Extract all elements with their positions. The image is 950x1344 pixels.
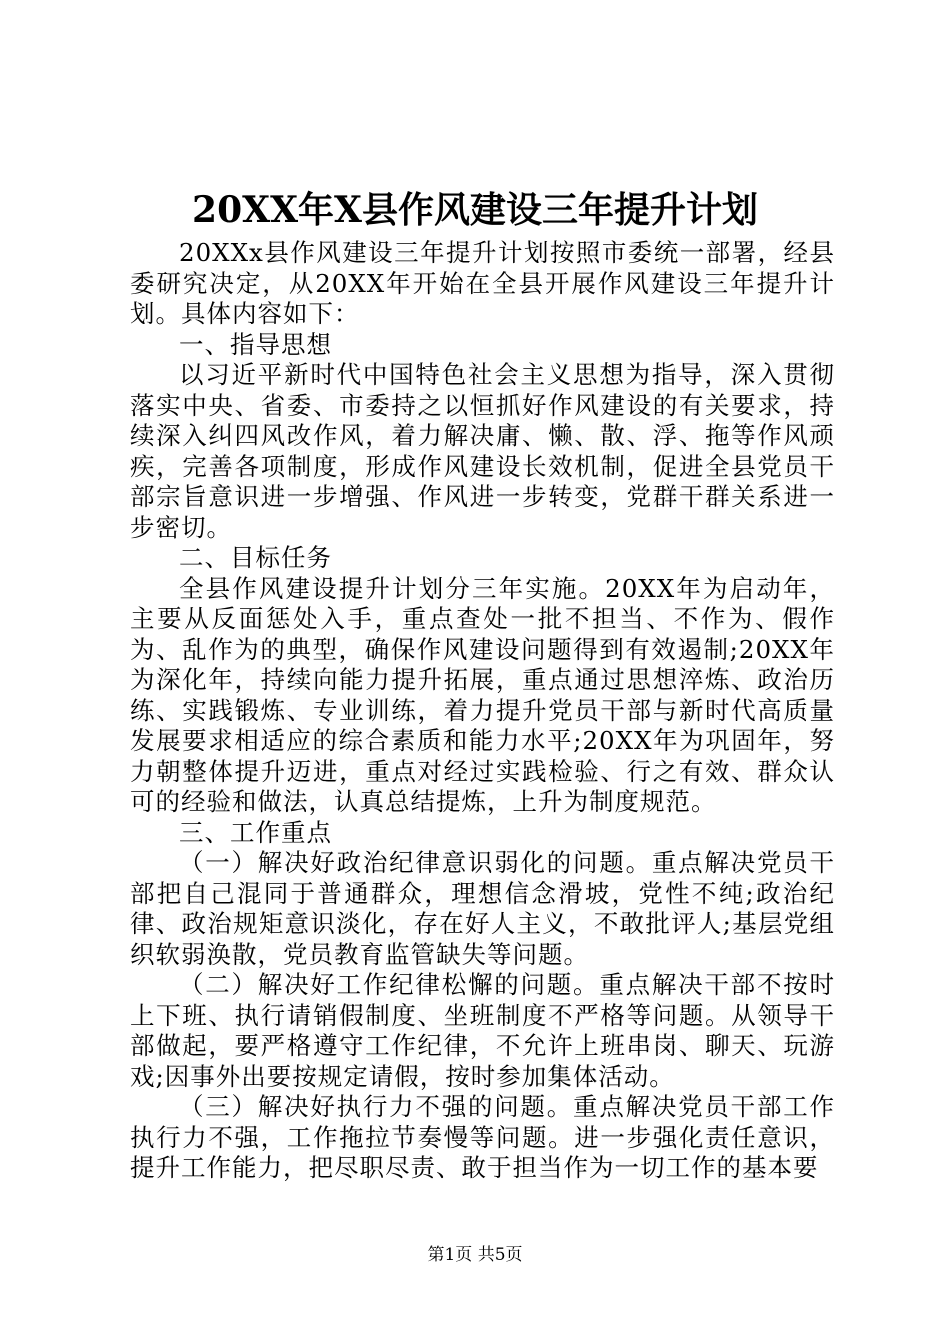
section-heading-guiding-thought: 一、指导思想 [179,329,332,359]
work-focus-item-2: （二）解决好工作纪律松懈的问题。重点解决干部不按时上下班、执行请销假制度、坐班制度不严格等问题。从领导干部做起，要严格遵守工作纪律，不允许上班串岗、聊天、玩游戏;因事外出要按规定请假，按时参加集体活动。 [130,970,835,1091]
intro-paragraph: 20XXx县作风建设三年提升计划按照市委统一部署，经县委研究决定，从20XX年开始在全县开展作风建设三年提升计划。具体内容如下： [130,238,835,328]
section-paragraph-goals: 全县作风建设提升计划分三年实施。20XX年为启动年，主要从反面惩处入手，重点查处一批不担当、不作为、假作为、乱作为的典型，确保作风建设问题得到有效遏制;20XX年为深化年，持续向能力提升拓展，重点通过思想淬炼、政治历练、实践锻炼、专业训练，着力提升党员干部与新时代高质量发展要求相适应的综合素质和能力水平;20XX年为巩固年，努力朝整体提升迈进，重点对经过实践检验、行之有效、群众认可的经验和做法，认真总结提炼，上升为制度规范。 [130,573,835,816]
section-heading-work-focus: 三、工作重点 [179,817,332,847]
section-paragraph-guiding-thought: 以习近平新时代中国特色社会主义思想为指导，深入贯彻落实中央、省委、市委持之以恒抓好作风建设的有关要求，持续深入纠四风改作风，着力解决庸、懒、散、浮、拖等作风顽疾，完善各项制度，形成作风建设长效机制，促进全县党员干部宗旨意识进一步增强、作风进一步转变，党群干群关系进一步密切。 [130,360,835,542]
document-body [130,238,835,1184]
document-title: 20XX年X县作风建设三年提升计划 [192,189,758,231]
page-indicator: 第1页 共5页 [427,1245,523,1265]
work-focus-item-3: （三）解决好执行力不强的问题。重点解决党员干部工作执行力不强，工作拖拉节奏慢等问题。进一步强化责任意识，提升工作能力，把尽职尽责、敢于担当作为一切工作的基本要 [130,1092,835,1182]
section-heading-goals: 二、目标任务 [179,543,332,572]
work-focus-item-1: （一）解决好政治纪律意识弱化的问题。重点解决党员干部把自己混同于普通群众，理想信念滑坡，党性不纯;政治纪律、政治规矩意识淡化，存在好人主义，不敢批评人;基层党组织软弱涣散，党员教育监管缺失等问题。 [130,848,835,969]
